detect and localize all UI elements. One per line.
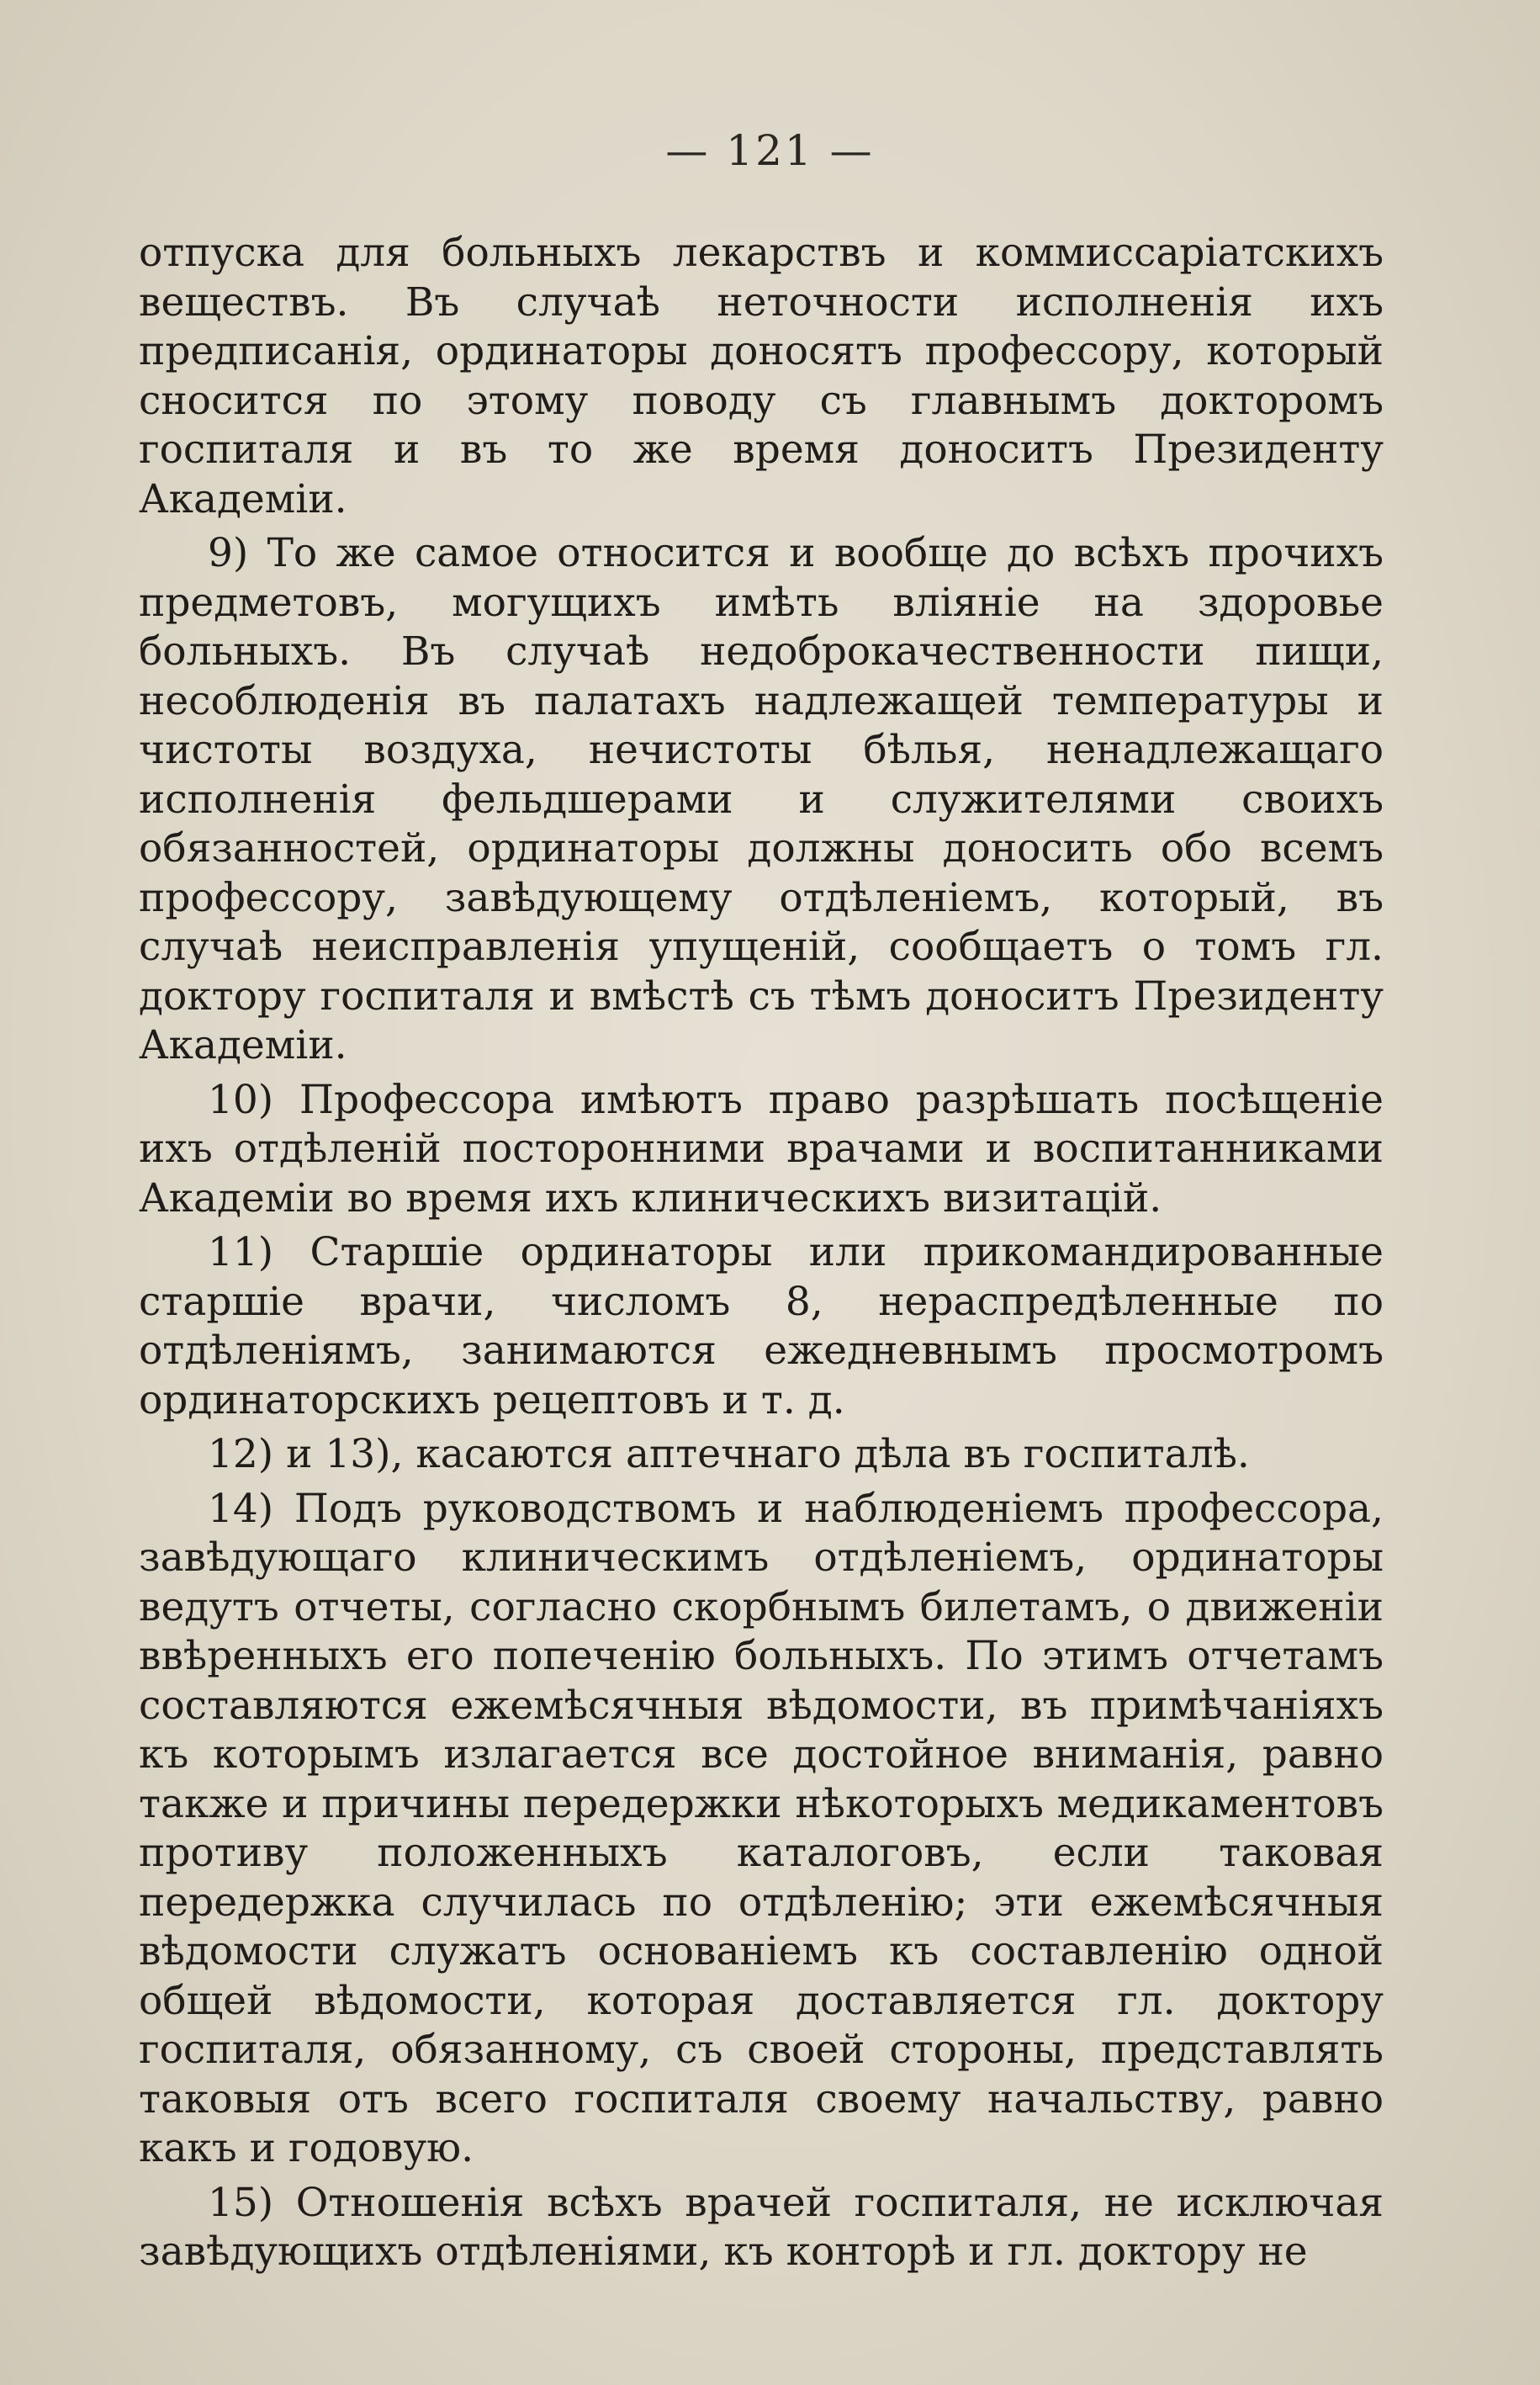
page-number: — 121 —: [665, 126, 875, 175]
paragraph: 11) Старшіе ординаторы или прикомандированные старшіе врачи, числомъ 8, нераспредѣленные по отдѣленіямъ, занимаются ежедневнымъ просмотромъ ординаторскихъ рецептовъ и т. д.: [139, 1229, 1384, 1423]
page-body: [139, 229, 1384, 2282]
paragraph: 10) Профессора имѣютъ право разрѣшать посѣщеніе ихъ отдѣленій посторонними врачами и воспитанниками Академіи во время ихъ клиническихъ визитацій.: [139, 1076, 1384, 1222]
paragraph: 14) Подъ руководствомъ и наблюденіемъ профессора, завѣдующаго клиническимъ отдѣленіемъ, ординаторы ведутъ отчеты, согласно скорбнымъ билетамъ, о движеніи ввѣренныхъ его попеченію больныхъ. По этимъ отчетамъ составляются ежемѣсячныя вѣдомости, въ примѣчаніяхъ къ которымъ излагается все достойное вниманія, равно также и причины передержки нѣкоторыхъ медикаментовъ противу положенныхъ каталоговъ, если таковая передержка случилась по отдѣленію; эти ежемѣсячныя вѣдомости служатъ основаніемъ къ составленію одной общей вѣдомости, которая доставляется гл. доктору госпиталя, обязанному, съ своей стороны, представлять таковыя отъ всего госпиталя своему начальству, равно какъ и годовую.: [139, 1485, 1384, 2171]
paragraph: 15) Отношенія всѣхъ врачей госпиталя, не исключая завѣдующихъ отдѣленіями, къ конторѣ и гл. доктору не: [139, 2179, 1384, 2275]
paragraph: 12) и 13), касаются аптечнаго дѣла въ госпиталѣ.: [208, 1431, 1250, 1477]
paragraph: 9) То же самое относится и вообще до всѣхъ прочихъ предметовъ, могущихъ имѣть вліяніе на здоровье больныхъ. Въ случаѣ недоброкачественности пищи, несоблюденія въ палатахъ надлежащей температуры и чистоты воздуха, нечистоты бѣлья, ненадлежащаго исполненія фельдшерами и служителями своихъ обязанностей, ординаторы должны доносить обо всемъ профессору, завѣдующему отдѣленіемъ, который, въ случаѣ неисправленія упущеній, сообщаетъ о томъ гл. доктору госпиталя и вмѣстѣ съ тѣмъ доноситъ Президенту Академіи.: [139, 530, 1384, 1068]
paragraph: отпуска для больныхъ лекарствъ и коммиссаріатскихъ веществъ. Въ случаѣ неточности исполненія ихъ предписанія, ординаторы доносятъ профессору, который сносится по этому поводу съ главнымъ докторомъ госпиталя и въ то же время доноситъ Президенту Академіи.: [139, 230, 1384, 522]
